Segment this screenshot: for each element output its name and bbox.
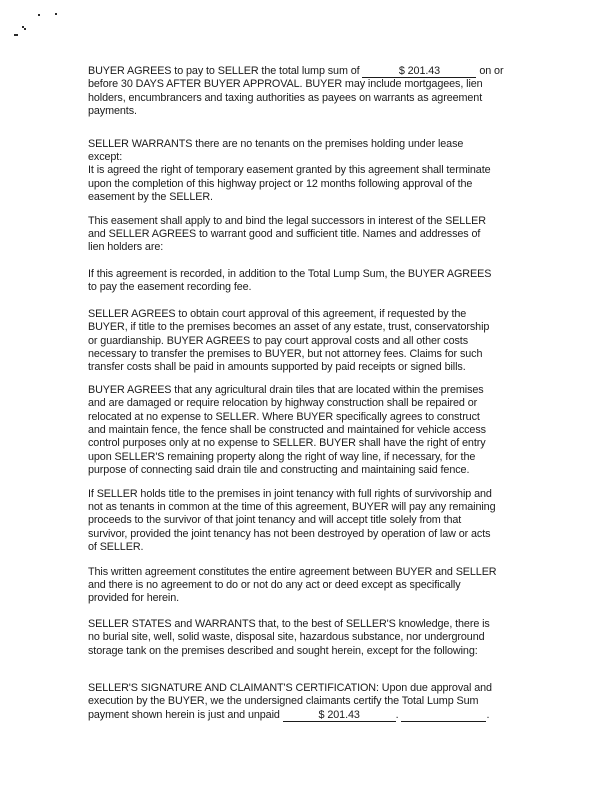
text-segment: no burial site, well, solid waste, disposal site, hazardous substance, nor underground [88,631,485,644]
document-line [88,92,556,105]
text-segment: BUYER AGREES to pay to SELLER the total lump sum of [88,65,363,77]
document-line [88,384,556,397]
paragraph [88,488,556,555]
document-line [88,138,556,151]
text-segment: relocated at no expense to SELLER. Where BUYER specifically agrees to construct [88,410,480,423]
text-segment: except: [88,151,123,164]
text-segment: before 30 DAYS AFTER BUYER APPROVAL. BUYER may include mortgagees, lien [88,78,483,91]
text-segment: This easement shall apply to and bind the legal successors in interest of the SELLER [88,214,486,227]
document-line [88,164,556,177]
document-line [88,178,556,191]
document-line [88,514,556,527]
document-body [88,65,556,722]
scan-speck [55,13,57,15]
paragraph [88,138,556,205]
text-segment: necessary to transfer the premises to BUYER, but not attorney fees. Claims for such [88,347,483,360]
text-segment: easement by the SELLER. [88,191,213,204]
text-segment: lien holders are: [88,241,164,254]
document-line [88,397,556,410]
document-line [88,361,556,374]
document-line [88,645,556,658]
document-line [88,241,556,254]
text-segment: on or [476,65,504,77]
text-segment: payments. [88,105,137,118]
document-line [88,579,556,592]
document-line [88,335,556,348]
document-line [88,321,556,334]
text-segment: and maintain fence, the fence shall be constructed and maintained for vehicle access [88,423,486,436]
text-segment: transfer costs shall be paid in amounts supported by paid receipts or signed bills. [88,361,466,374]
text-segment: payment shown herein is just and unpaid [88,708,283,721]
text-segment: provided for herein. [88,592,180,605]
document-line [88,151,556,164]
text-segment: It is agreed the right of temporary easement granted by this agreement shall terminate [88,164,491,177]
document-line [88,191,556,204]
text-segment: SELLER AGREES to obtain court approval of this agreement, if requested by the [88,307,467,320]
filled-blank-amount: $ 201.43 [362,65,476,78]
document-line [88,228,556,241]
text-segment: . [395,708,402,721]
document-line [88,464,556,477]
paragraph [88,215,556,255]
document-line [88,618,556,631]
text-segment: execution by the BUYER, we the undersigned claimants certify the Total Lump Sum [88,695,479,708]
document-line [88,592,556,605]
document-line [88,528,556,541]
empty-blank-line [401,709,486,722]
text-segment: and there is no agreement to do or not do any act or deed except as specifically [88,579,461,591]
document-line [88,348,556,361]
text-segment: not as tenants in common at the time of this agreement, BUYER will pay any remaining [88,500,496,513]
document-line [88,709,556,722]
document-line [88,281,556,294]
text-segment: upon SELLER'S remaining property along the right of way line, if necessary, for the [88,450,476,463]
document-line [88,631,556,644]
text-segment: SELLER'S SIGNATURE AND CLAIMANT'S CERTIFICATION: Upon due approval and [88,682,492,695]
text-segment: holders, encumbrancers and taxing authorities as payees on warrants as agreement [88,91,483,104]
text-segment: upon the completion of this highway project or 12 months following approval of the [88,177,473,190]
document-line [88,411,556,424]
text-segment: BUYER, if title to the premises becomes an asset of any estate, trust, conservatorship [88,321,490,334]
paragraph [88,682,556,722]
document-line [88,695,556,708]
document-line [88,65,556,78]
document-line [88,566,556,579]
scan-speck [14,34,18,36]
document-line [88,682,556,695]
paragraph [88,308,556,375]
text-segment: of SELLER. [88,541,144,554]
text-segment: and are damaged or require relocation by highway construction shall be repaired or [88,397,478,410]
text-segment: and SELLER AGREES to warrant good and sufficient title. Names and addresses of [88,228,481,241]
document-line [88,308,556,321]
text-segment: . [486,708,490,721]
text-segment: control purposes only at no expense to SELLER. BUYER shall have the right of entry [88,437,486,450]
text-segment: purpose of connecting said drain tile and constructing and maintaining said fence. [88,464,470,477]
text-segment: storage tank on the premises described and sought herein, except for the following: [88,644,478,657]
scan-speck [22,26,24,28]
paragraph [88,618,556,658]
text-segment: If this agreement is recorded, in addition to the Total Lump Sum, the BUYER AGREES [88,267,492,280]
text-segment: SELLER STATES and WARRANTS that, to the best of SELLER'S knowledge, there is [88,617,490,630]
paragraph [88,65,556,119]
document-line [88,488,556,501]
paragraph [88,566,556,606]
document-line [88,541,556,554]
text-segment: survivor, provided the joint tenancy has not been destroyed by operation of law or acts [88,527,491,540]
text-segment: or guardianship. BUYER AGREES to pay court approval costs and all other costs [88,334,468,347]
text-segment: This written agreement constitutes the entire agreement between BUYER and SELLER [88,565,497,578]
document-line [88,78,556,91]
document-line [88,437,556,450]
document-line [88,215,556,228]
document-line [88,424,556,437]
scan-speck [38,14,40,16]
text-segment: to pay the easement recording fee. [88,281,252,294]
text-segment: proceeds to the survivor of that joint tenancy and will accept title solely from that [88,514,462,527]
document-line [88,451,556,464]
paragraph [88,384,556,478]
text-segment: BUYER AGREES that any agricultural drain tiles that are located within the premises [88,383,484,396]
document-line [88,501,556,514]
text-segment: If SELLER holds title to the premises in joint tenancy with full rights of survivorship and [88,487,492,500]
paragraph [88,268,556,295]
filled-blank-amount: $ 201.43 [283,709,396,722]
text-segment: SELLER WARRANTS there are no tenants on the premises holding under lease [88,137,464,150]
document-line [88,268,556,281]
document-line [88,105,556,118]
